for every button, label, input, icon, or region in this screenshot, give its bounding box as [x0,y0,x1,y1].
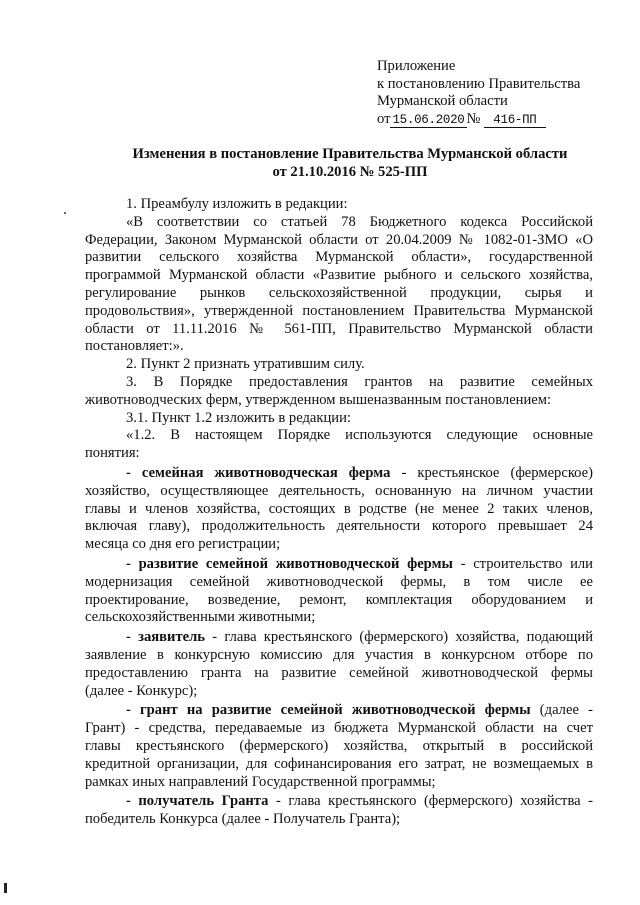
para-1a-line-6: продовольствия», утвержденной постановлением Правительства Мурманской [85,302,593,319]
term-4-line-5: рамках иных направлений Государственной программы; [85,773,436,790]
scan-edge-mark [4,883,7,893]
number-prefix: № [466,110,481,127]
term-4-label: - грант на развитие семейной животноводческой фермы [126,702,531,719]
title-line-2: от 21.10.2016 № 525-ПП [272,163,428,180]
term-2-line-4: сельскохозяйственными животными; [85,609,316,626]
term-5-line-2: победитель Конкурса (далее - Получатель Гранта); [85,811,401,828]
term-1-line-2: хозяйство, осуществляющее деятельность, основанную на личном участии [85,482,593,499]
para-2: 2. Пункт 2 признать утратившим силу. [126,356,365,373]
term-4-line-1 [85,702,593,720]
para-3-1: 3.1. Пункт 1.2 изложить в редакции: [126,409,351,426]
term-1-text-1: - крестьянское (фермерское) [390,464,593,481]
para-1a-line-4: программой Мурманской области «Развитие рыбного и сельского хозяйства, [85,267,593,284]
term-2-line-3: проектирование, возведение, ремонт, комплектация оборудованием и [85,591,593,608]
term-1-line-4: включая главу), продолжительность деятельности которого превышает 24 [85,518,593,535]
term-3-line-4: (далее - Конкурс); [85,682,198,699]
term-1-line-3: главы и членов хозяйства, состоящих в родстве (не менее 2 таких членов, [85,500,593,517]
term-3-line-1 [85,629,593,647]
appendix-date-line [377,111,617,130]
term-1-label: - семейная животноводческая ферма [126,464,391,481]
term-2-line-1 [85,556,593,574]
term-4-line-4: кредитной организации, для софинансирования его затрат, не возмещаемых в [85,755,593,772]
para-1: 1. Преамбулу изложить в редакции: [126,196,348,212]
appendix-line-3: Мурманской области [377,93,508,109]
appendix-header [377,58,617,129]
appendix-title: Приложение [377,58,456,74]
para-1a-line-7: области от 11.11.2016 № 561-ПП, Правительство Мурманской области [85,320,593,337]
term-4-text-1: (далее - [530,702,593,719]
term-5-label: - получатель Гранта [126,793,269,810]
document-title [110,146,590,181]
term-4-line-3: главы крестьянского (фермерского) хозяйства, открытый в российской [85,737,593,754]
para-1a-line-1: «В соответствии со статьей 78 Бюджетного кодекса Российской [126,213,593,230]
para-1a-line-2: Федерации, Законом Мурманской области от 20.04.2009 № 1082-01-ЗМО «О [85,231,593,248]
term-1-line-1 [85,465,593,483]
term-4-line-2: Грант) - средства, передаваемые из бюджета Мурманской области на счет [85,720,593,737]
term-2-line-2: модернизация семейной животноводческой фермы, в том числе ее [85,573,593,590]
term-5-line-1 [85,793,593,811]
term-1-line-5: месяца со дня его регистрации; [85,536,281,553]
scan-dot [64,212,66,214]
term-3-label: - заявитель [126,629,206,646]
date-stamp: 15.06.2020 [392,112,465,127]
para-1-2-line-2: понятия: [85,445,140,462]
appendix-line-2: к постановлению Правительства [377,75,581,92]
term-5-text-1: - глава крестьянского (фермерского) хозяйства - [268,793,594,810]
para-3-line-1: 3. В Порядке предоставления грантов на развитие семейных [126,373,593,390]
term-2-text-1: - строительство или [452,555,593,572]
term-3-line-3: предоставлению гранта на развитие семейной животноводческой фермы [85,664,593,681]
title-line-1: Изменения в постановление Правительства Мурманской области [132,146,568,162]
para-1a-line-8: постановляет:». [85,338,184,355]
document-body [85,196,593,829]
number-value: 416-ПП [493,112,537,127]
number-stamp [484,113,546,128]
term-3-text-1: - глава крестьянского (фермерского) хозяйства, подающий [205,629,593,646]
date-prefix: от [377,110,391,127]
term-2-label: - развитие семейной животноводческой фермы [126,555,453,572]
para-1a-line-5: регулирование рынков сельскохозяйственной продукции, сырья и [85,284,593,301]
para-3-line-2: животноводческих ферм, утвержденном вышеназванным постановлением: [85,391,552,408]
para-1-2-line-1: «1.2. В настоящем Порядке используются следующие основные [126,427,593,444]
para-1a-line-3: развитии сельского хозяйства Мурманской области», государственной [85,249,593,266]
term-3-line-2: заявление в конкурсную комиссию для участия в конкурсном отборе по [85,646,593,663]
